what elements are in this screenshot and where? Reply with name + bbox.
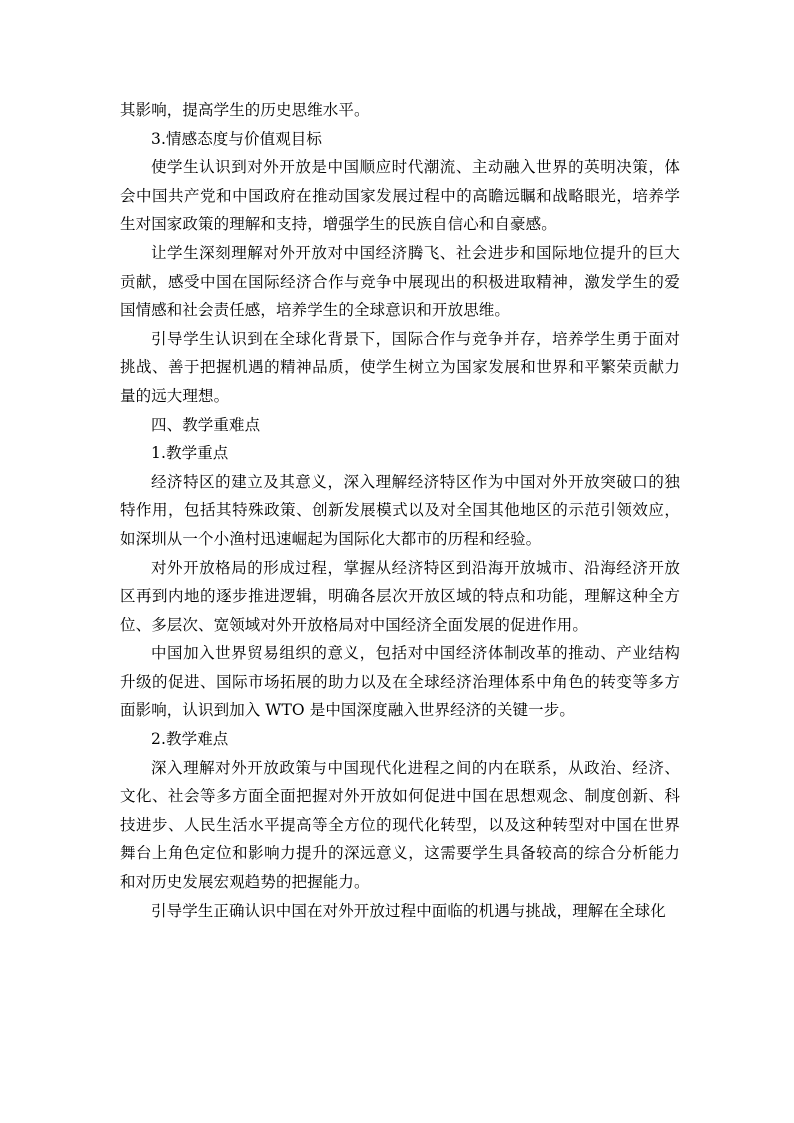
paragraph: 引导学生认识到在全球化背景下，国际合作与竞争并存，培养学生勇于面对挑战、善于把握机遇的精神品质，使学生树立为国家发展和世界和平繁荣贡献力量的远大理想。 [120,329,680,405]
paragraph: 让学生深刻理解对外开放对中国经济腾飞、社会进步和国际地位提升的巨大贡献，感受中国在国际经济合作与竞争中展现出的积极进取精神，激发学生的爱国情感和社会责任感，培养学生的全球意识和开放思维。 [120,243,680,320]
paragraph-truncated: 引导学生正确认识中国在对外开放过程中面临的机遇与挑战，理解在全球化 [151,901,666,920]
subheading-teaching-difficulty: 2.教学难点 [151,730,229,749]
paragraph: 中国加入世界贸易组织的意义，包括对中国经济体制改革的推动、产业结构升级的促进、国际市场拓展的助力以及在全球经济治理体系中角色的转变等多方面影响，认识到加入 WTO 是中国深度融入世界经济的关键一步。 [120,644,680,720]
paragraph-continued: 其影响，提高学生的历史思维水平。 [120,101,370,119]
section-heading-key-points: 四、教学重难点 [151,415,261,434]
paragraph: 深入理解对外开放政策与中国现代化进程之间的内在联系，从政治、经济、文化、社会等多方面全面把握对外开放如何促进中国在思想观念、制度创新、科技进步、人民生活水平提高等全方位的现代化转型，以及这种转型对中国在世界舞台上角色定位和影响力提升的深远意义，这需要学生具备较高的综合分析能力和对历史发展宏观趋势的把握能力。 [120,758,680,892]
paragraph: 对外开放格局的形成过程，掌握从经济特区到沿海开放城市、沿海经济开放区再到内地的逐步推进逻辑，明确各层次开放区域的特点和功能，理解这种全方位、多层次、宽领域对外开放格局对中国经济全面发展的促进作用。 [120,558,680,634]
paragraph: 使学生认识到对外开放是中国顺应时代潮流、主动融入世界的英明决策，体会中国共产党和中国政府在推动国家发展过程中的高瞻远瞩和战略眼光，培养学生对国家政策的理解和支持，增强学生的民族自信心和自豪感。 [120,158,680,234]
document-body [120,96,680,925]
subheading-emotion-goals: 3.情感态度与价值观目标 [151,129,322,148]
paragraph: 经济特区的建立及其意义，深入理解经济特区作为中国对外开放突破口的独特作用，包括其特殊政策、创新发展模式以及对全国其他地区的示范引领效应，如深圳从一个小渔村迅速崛起为国际化大都市的历程和经验。 [120,472,680,548]
subheading-teaching-focus: 1.教学重点 [151,444,229,463]
